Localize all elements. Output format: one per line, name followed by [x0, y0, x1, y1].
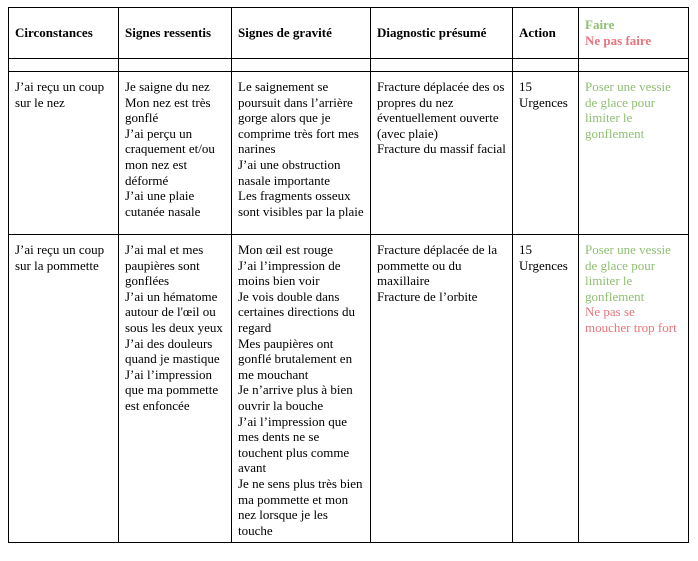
signe-gravite-item: Je ne sens plus très bien ma pommette et mon nez lorsque je les touche	[238, 475, 363, 538]
action-cell	[513, 235, 579, 543]
signe-gravite-item: Mes paupières ont gonflé brutalement en me mouchant	[238, 335, 353, 382]
faire-text: Poser une vessie de glace pour limiter le gonflement	[585, 242, 671, 304]
action-item: Urgences	[519, 94, 568, 110]
action-item: 15	[519, 79, 532, 94]
diagnostic-item: Fracture de l’orbite	[377, 288, 478, 304]
signe-gravite-item: Mon œil est rouge	[238, 242, 333, 257]
signe-gravite-item: J’ai l’impression que mes dents ne se touchent plus comme avant	[238, 413, 350, 476]
signe-gravite-item: Je n’arrive plus à bien ouvrir la bouche	[238, 382, 353, 413]
diagnostic-item: Fracture déplacée des os propres du nez éventuellement ouverte (avec plaie)	[377, 79, 505, 141]
table-row	[9, 72, 689, 235]
diagnostic-item: Fracture déplacée de la pommette ou du maxillaire	[377, 242, 498, 289]
header-signes-gravite: Signes de gravité	[232, 8, 371, 59]
signe-ressenti-item: Je saigne du nez	[125, 79, 210, 94]
header-diagnostic: Diagnostic présumé	[371, 8, 513, 59]
spacer-cell	[371, 59, 513, 72]
faire-cell	[579, 72, 689, 235]
signe-ressenti-item: J’ai l’impression que ma pommette est enfoncée	[125, 366, 219, 413]
diagnostic-cell	[371, 72, 513, 235]
signe-ressenti-item: J’ai mal et mes paupières sont gonflées	[125, 242, 204, 289]
signe-gravite-item: Je vois double dans certaines directions du regard	[238, 288, 355, 335]
signe-gravite-item: J’ai l’impression de moins bien voir	[238, 257, 341, 289]
trauma-guide-table	[8, 7, 689, 543]
signe-gravite-item: J’ai une obstruction nasale importante	[238, 156, 341, 188]
circonstances-cell: J’ai reçu un coup sur le nez	[9, 72, 119, 235]
signe-gravite-item: Les fragments osseux sont visibles par la plaie	[238, 188, 364, 219]
signe-gravite-item: Le saignement se poursuit dans l’arrière gorge alors que je comprime très fort mes narines	[238, 79, 359, 157]
signes-gravite-cell	[232, 72, 371, 235]
signe-ressenti-item: J’ai des douleurs quand je mastique	[125, 335, 220, 367]
header-circonstances: Circonstances	[9, 8, 119, 59]
header-action: Action	[513, 8, 579, 59]
diagnostic-item: Fracture du massif facial	[377, 141, 506, 157]
header-row	[9, 8, 689, 59]
action-item: 15	[519, 242, 532, 257]
header-faire: Faire	[585, 17, 615, 33]
signes-ressentis-cell	[119, 235, 232, 543]
circonstances-cell: J’ai reçu un coup sur la pommette	[9, 235, 119, 543]
signes-ressentis-cell	[119, 72, 232, 235]
spacer-cell	[579, 59, 689, 72]
ne-pas-faire-text: Ne pas se moucher trop fort	[585, 304, 677, 335]
action-cell	[513, 72, 579, 235]
spacer-cell	[513, 59, 579, 72]
faire-cell	[579, 235, 689, 543]
signe-ressenti-item: J’ai perçu un craquement et/ou mon nez est déformé	[125, 125, 215, 188]
table-row	[9, 235, 689, 543]
signe-ressenti-item: J’ai une plaie cutanée nasale	[125, 188, 201, 219]
action-item: Urgences	[519, 257, 568, 273]
spacer-cell	[119, 59, 232, 72]
diagnostic-cell	[371, 235, 513, 543]
signe-ressenti-item: Mon nez est très gonflé	[125, 94, 211, 126]
header-faire-ne-pas-faire	[579, 8, 689, 59]
spacer-cell	[232, 59, 371, 72]
signes-gravite-cell	[232, 235, 371, 543]
spacer-cell	[9, 59, 119, 72]
spacer-row	[9, 59, 689, 72]
faire-text: Poser une vessie de glace pour limiter le gonflement	[585, 79, 671, 141]
header-signes-ressentis: Signes ressentis	[119, 8, 232, 59]
signe-ressenti-item: J’ai un hématome autour de l'œil ou sous les deux yeux	[125, 288, 223, 335]
header-ne-pas-faire: Ne pas faire	[585, 33, 652, 48]
